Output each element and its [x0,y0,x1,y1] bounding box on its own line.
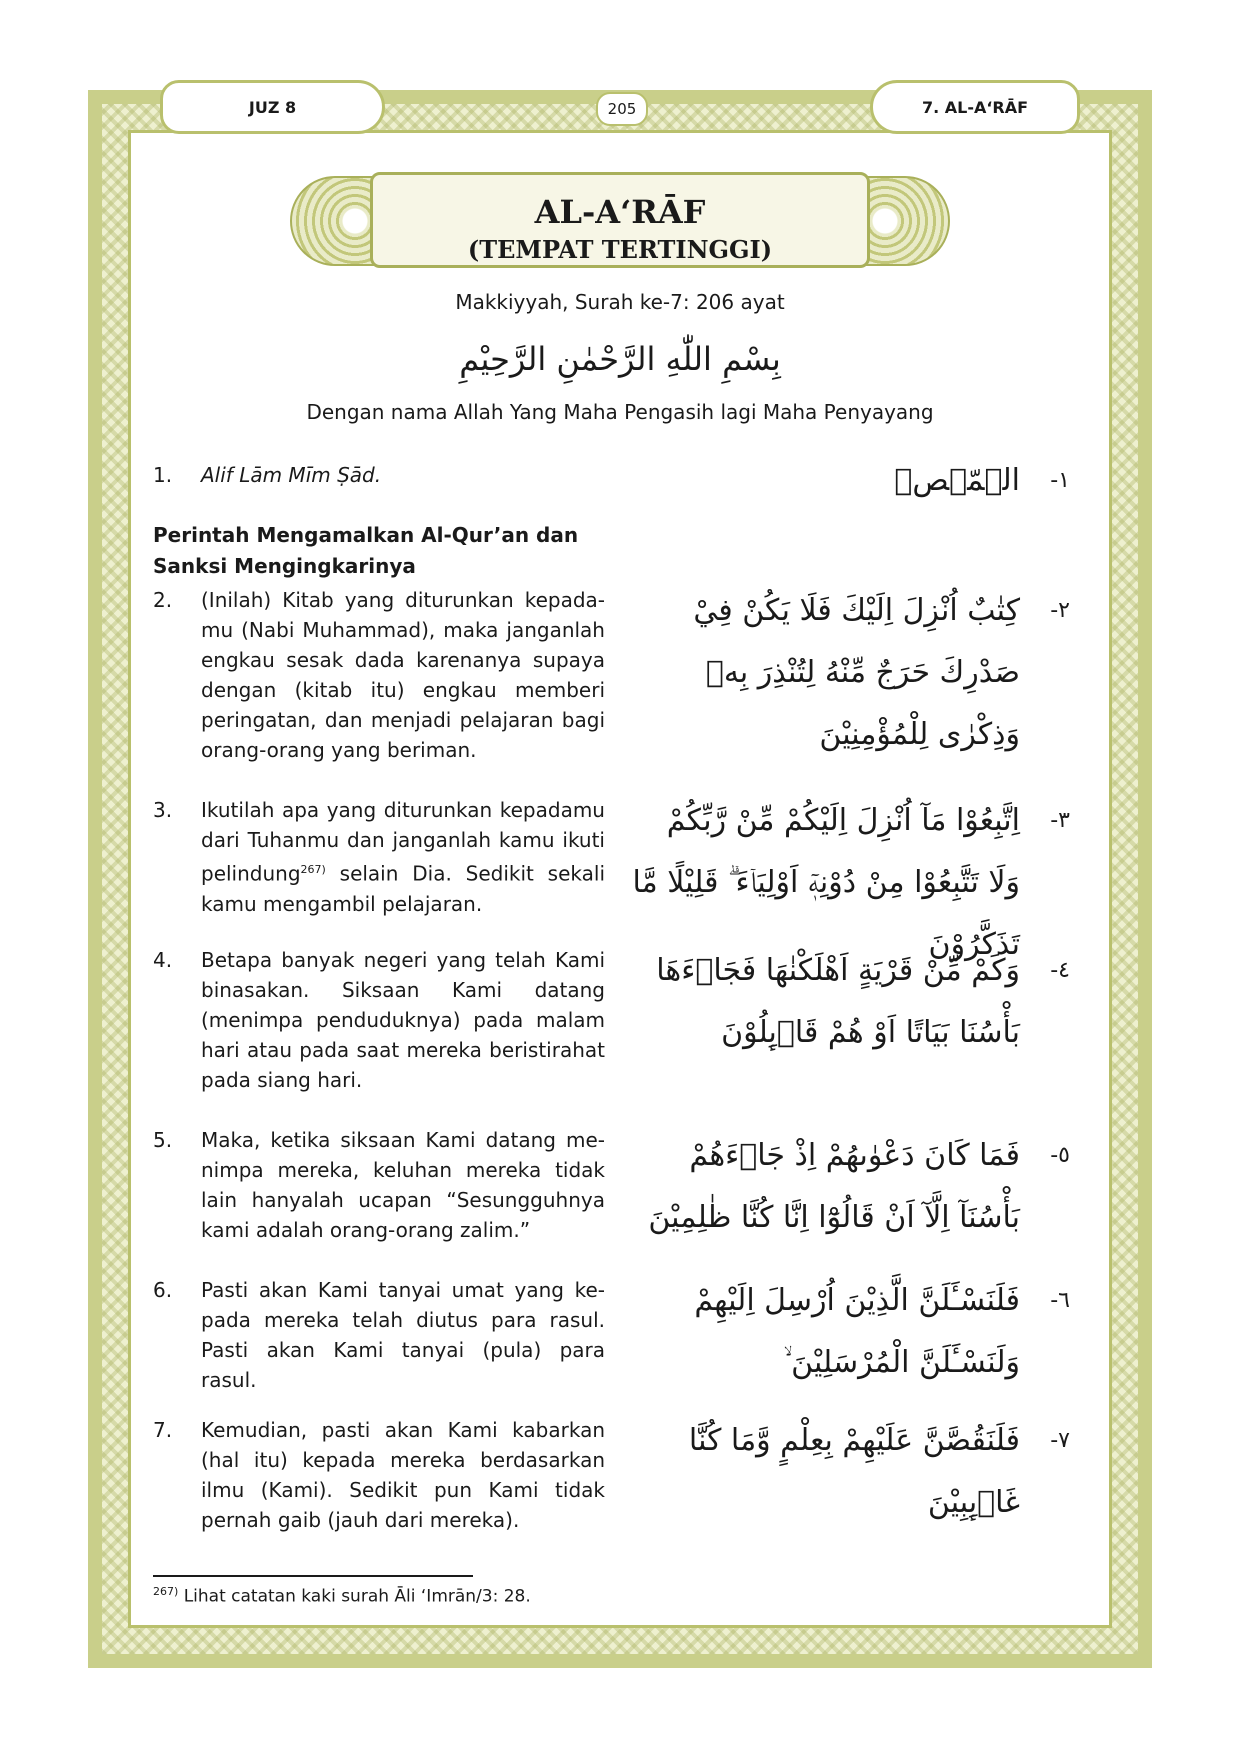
surah-title: AL-A‘RĀF [534,193,706,231]
footnote-divider [153,1575,473,1577]
arabic-verse-text: الۤمّۤصۤ [894,463,1020,498]
verse-text: Kemudian, pasti akan Kami kabarkan (hal itu) kepada mereka berdasarkan ilmu (Kami). Sedikit pun Kami tidak pernah gaib (jauh dari mereka). [201,1418,605,1532]
footnote [153,1585,531,1607]
verse-text-part: Ikutilah apa yang diturunkan kepadamu dari Tuhanmu dan janganlah kamu ikuti pelindung [201,798,605,886]
verse-arabic-2 [630,580,1070,766]
verse-number: 1. [153,463,173,487]
verse-text: Betapa banyak negeri yang telah Kami binasakan. Siksaan Kami datang (menimpa penduduknya) pada malam hari atau pada saat mereka beristirahat pada siang hari. [201,948,605,1092]
footnote-text: Lihat catatan kaki surah Āli ‘Imrān/3: 28. [178,1586,531,1607]
surah-label: 7. AL-A‘RĀF [870,80,1080,134]
verse-number: 5. [153,1128,173,1152]
verse-translation-5 [153,1125,605,1245]
arabic-verse-number: ١- [1050,468,1070,493]
footnote-marker: 267) [153,1585,179,1598]
verse-text: Pasti akan Kami tanyai umat yang kepada mereka telah diutus para rasul. Pasti akan Kami tanyai (pula) para rasul. [201,1278,605,1392]
verse-translation-6 [153,1275,605,1395]
verse-number: 6. [153,1278,173,1302]
juz-label: JUZ 8 [160,80,385,134]
verse-translation-1 [153,460,605,490]
verse-translation-3 [153,795,605,919]
verse-text: (Inilah) Kitab yang diturunkan kepadamu (Nabi Muhammad), maka janganlah engkau sesak dada karenanya supaya dengan (kitab itu) engkau memberi peringatan, dan menjadi pelajaran bagi orang-orang yang beriman. [201,588,605,762]
title-cartouche [290,166,950,276]
verse-arabic-4 [630,940,1070,1064]
verse-translation-7 [153,1415,605,1535]
arabic-verse-number: ٣- [1050,808,1070,833]
verse-number: 3. [153,798,173,822]
basmalah-arabic: بِسْمِ اللّٰهِ الرَّحْمٰنِ الرَّحِيْمِ [459,340,781,378]
verse-text [201,795,605,919]
arabic-verse-text: فَلَنَسْـَٔلَنَّ الَّذِيْنَ اُرْسِلَ اِلَيْهِمْ وَلَنَسْـَٔلَنَّ الْمُرْسَلِيْنَ ۙ [694,1283,1020,1380]
verse-number: 7. [153,1418,173,1442]
verse-translation-2 [153,585,605,765]
arabic-verse-text: فَمَا كَانَ دَعْوٰىهُمْ اِذْ جَاۤءَهُمْ بَأْسُنَآ اِلَّآ اَنْ قَالُوْٓا اِنَّا كُنَّا ظٰلِمِيْنَ [648,1138,1020,1235]
verse-number: 2. [153,588,173,612]
verse-number: 4. [153,948,173,972]
verse-arabic-7 [630,1410,1070,1534]
basmalah-translation: Dengan nama Allah Yang Maha Pengasih lagi Maha Penyayang [306,400,934,424]
page-number: 205 [596,92,648,126]
arabic-verse-text: كِتٰبٌ اُنْزِلَ اِلَيْكَ فَلَا يَكُنْ فِيْ صَدْرِكَ حَرَجٌ مِّنْهُ لِتُنْذِرَ بِهٖ وَذِكْرٰى لِلْمُؤْمِنِيْنَ [693,593,1020,752]
title-panel [370,172,870,268]
arabic-verse-number: ٦- [1050,1288,1070,1313]
arabic-verse-number: ٢- [1050,598,1070,623]
verse-text: Maka, ketika siksaan Kami datang menimpa mereka, keluhan mereka tidak lain hanyalah ucapan “Sesungguhnya kami adalah orang-orang zalim.” [201,1128,605,1242]
footnote-reference: 267) [300,863,326,876]
arabic-verse-number: ٥- [1050,1143,1070,1168]
verse-text: Alif Lām Mīm Ṣād. [201,463,382,487]
arabic-verse-number: ٧- [1050,1428,1070,1453]
section-heading: Perintah Mengamalkan Al-Qur’an dan Sanksi Mengingkarinya [153,523,579,578]
surah-subtitle: (TEMPAT TERTINGGI) [467,235,773,264]
arabic-verse-text: اِتَّبِعُوْا مَآ اُنْزِلَ اِلَيْكُمْ مِّنْ رَّبِّكُمْ وَلَا تَتَّبِعُوْا مِنْ دُوْنِهٖٓ اَوْلِيَاۤءَ ۗ قَلِيْلًا مَّا تَذَكَّرُوْنَ [632,803,1020,962]
verse-text-part: selain Dia. Sedikit sekali kamu mengambil pelajaran. [201,861,605,916]
arabic-verse-text: فَلَنَقُصَّنَّ عَلَيْهِمْ بِعِلْمٍ وَّمَا كُنَّا غَاۤىِٕبِيْنَ [688,1423,1020,1520]
verse-translation-4 [153,945,605,1095]
verse-arabic-6 [630,1270,1070,1394]
arabic-verse-number: ٤- [1050,958,1070,983]
verse-arabic-5 [630,1125,1070,1249]
surah-info: Makkiyyah, Surah ke-7: 206 ayat [455,290,785,314]
verse-arabic-1 [630,450,1070,512]
arabic-verse-text: وَكَمْ مِّنْ قَرْيَةٍ اَهْلَكْنٰهَا فَجَاۤءَهَا بَأْسُنَا بَيَاتًا اَوْ هُمْ قَاۤىِٕلُوْنَ [656,953,1020,1050]
